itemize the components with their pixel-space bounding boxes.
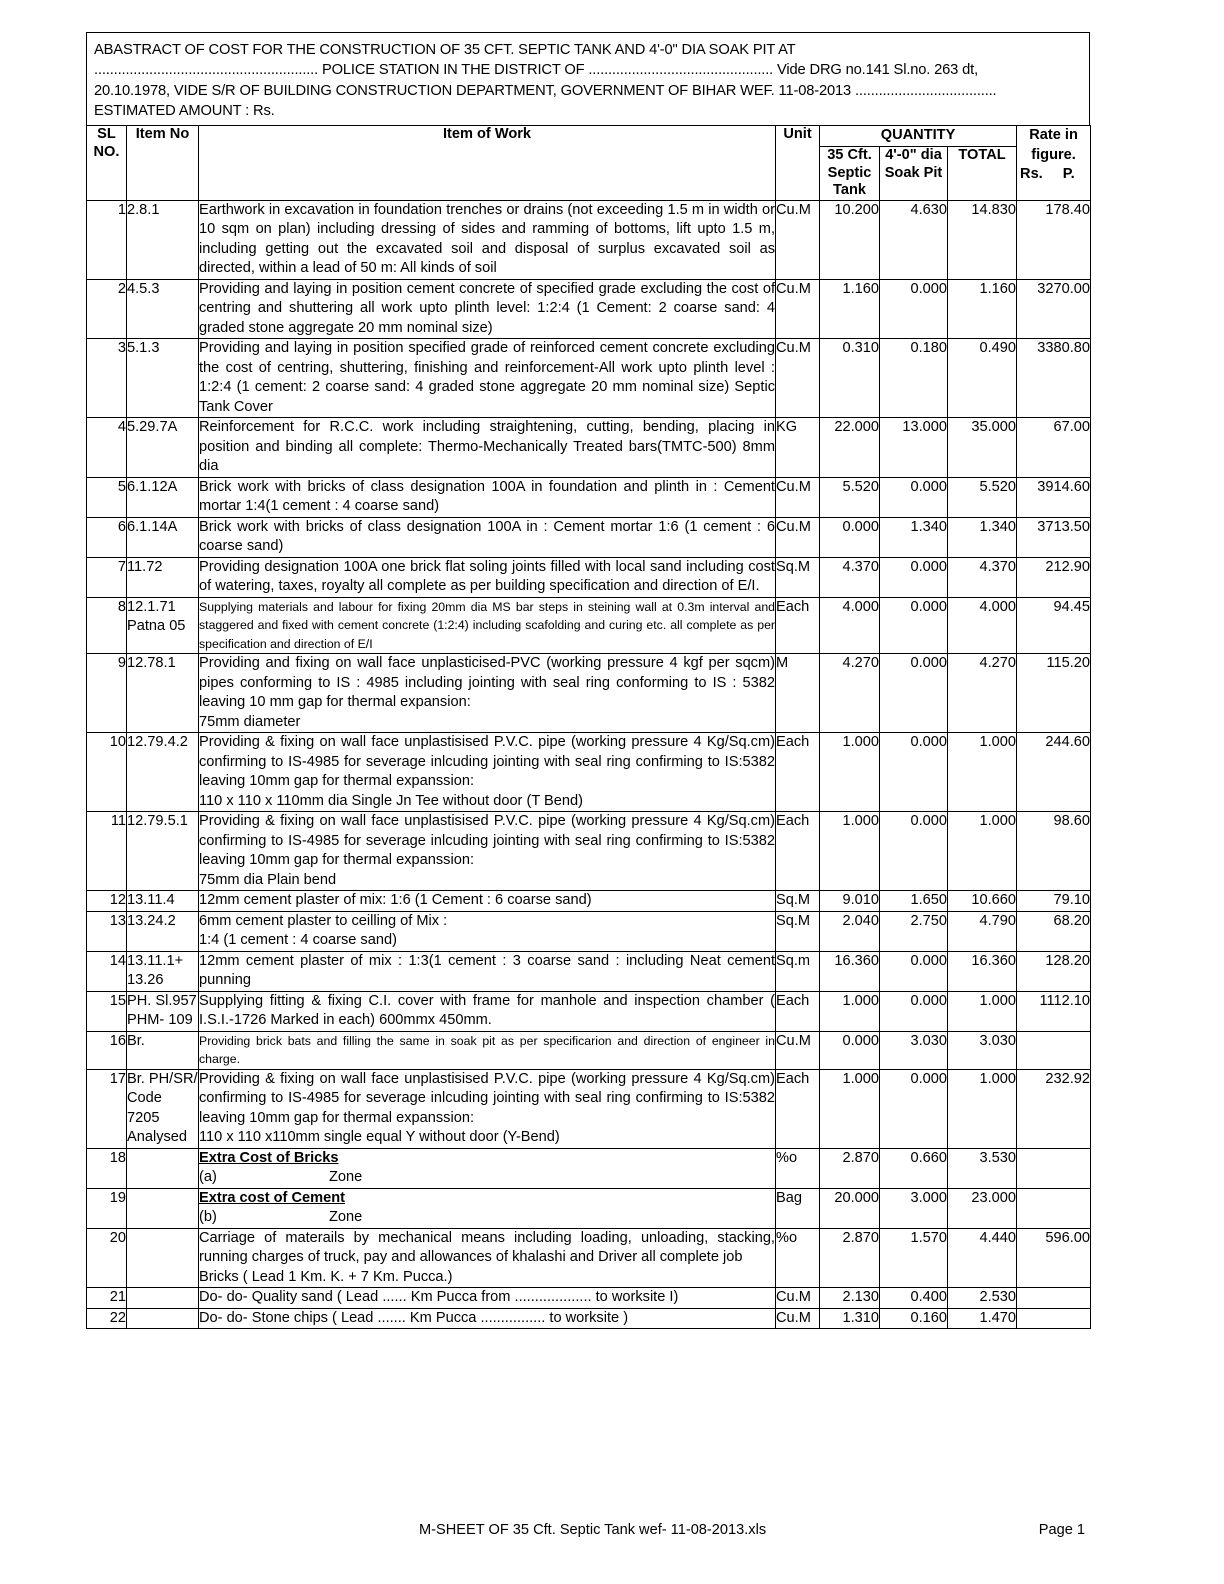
row-qty-soak-pit: 0.000 bbox=[880, 279, 948, 339]
header-sl-no-line2: NO. bbox=[93, 143, 120, 160]
row-qty-soak-pit: 0.000 bbox=[880, 1069, 948, 1148]
row-qty-septic-tank: 0.000 bbox=[820, 517, 880, 557]
row-item-number: 6.1.12A bbox=[127, 477, 199, 517]
row-rate: 79.10 bbox=[1017, 891, 1091, 912]
row-qty-soak-pit: 2.750 bbox=[880, 911, 948, 951]
table-row bbox=[87, 1288, 1091, 1309]
document-title-block bbox=[86, 32, 1090, 125]
row-item-number bbox=[127, 1188, 199, 1228]
row-item-number: Br. bbox=[127, 1031, 199, 1069]
row-qty-septic-tank: 2.040 bbox=[820, 911, 880, 951]
row-qty-septic-tank: 1.000 bbox=[820, 733, 880, 812]
row-item-number: 11.72 bbox=[127, 557, 199, 597]
row-qty-septic-tank: 16.360 bbox=[820, 951, 880, 991]
row-rate: 1112.10 bbox=[1017, 991, 1091, 1031]
row-work-zone-line bbox=[199, 1208, 775, 1228]
row-serial-number: 9 bbox=[87, 654, 127, 733]
row-unit: M bbox=[776, 654, 820, 733]
footer-page-number: Page 1 bbox=[1038, 1522, 1085, 1538]
row-qty-soak-pit: 1.570 bbox=[880, 1228, 948, 1288]
header-qty-total: TOTAL bbox=[948, 147, 1017, 201]
row-work-text: Providing designation 100A one brick flat soling joints filled with local sand including cost of watering, taxes, royalty all complete as per building specification and direction of E/I. bbox=[199, 558, 775, 595]
row-item-of-work bbox=[199, 339, 776, 418]
table-row bbox=[87, 557, 1091, 597]
row-serial-number: 4 bbox=[87, 418, 127, 478]
table-body bbox=[87, 200, 1091, 1329]
row-item-of-work bbox=[199, 891, 776, 912]
row-qty-septic-tank: 1.000 bbox=[820, 991, 880, 1031]
table-row bbox=[87, 1031, 1091, 1069]
header-qty-septic-line3: Tank bbox=[833, 182, 866, 199]
row-serial-number: 12 bbox=[87, 891, 127, 912]
title-line-3: 20.10.1978, VIDE S/R OF BUILDING CONSTRUCTION DEPARTMENT, GOVERNMENT OF BIHAR WEF. 11-08-2013 .................................... bbox=[94, 82, 997, 99]
row-serial-number: 16 bbox=[87, 1031, 127, 1069]
row-qty-total: 1.000 bbox=[948, 991, 1017, 1031]
row-work-title: Extra Cost of Bricks bbox=[199, 1149, 339, 1166]
header-qty-soak-line1: 4'-0" dia bbox=[885, 147, 942, 164]
table-row bbox=[87, 991, 1091, 1031]
row-work-zone-value: Zone bbox=[329, 1209, 363, 1226]
row-item-of-work bbox=[199, 597, 776, 654]
row-item-of-work bbox=[199, 477, 776, 517]
row-qty-septic-tank: 1.160 bbox=[820, 279, 880, 339]
row-rate bbox=[1017, 1308, 1091, 1329]
page-footer bbox=[86, 1522, 1090, 1538]
row-item-of-work bbox=[199, 200, 776, 279]
row-qty-total: 3.030 bbox=[948, 1031, 1017, 1069]
row-unit: Cu.M bbox=[776, 200, 820, 279]
table-row bbox=[87, 1148, 1091, 1188]
row-item-of-work bbox=[199, 951, 776, 991]
row-work-text: Do- do- Quality sand ( Lead ...... Km Pucca from ................... to worksite I) bbox=[199, 1289, 679, 1306]
row-item-of-work bbox=[199, 654, 776, 733]
row-item-of-work bbox=[199, 1148, 776, 1188]
row-rate: 178.40 bbox=[1017, 200, 1091, 279]
header-unit: Unit bbox=[776, 126, 820, 201]
header-item-of-work: Item of Work bbox=[199, 126, 776, 201]
row-unit: Cu.M bbox=[776, 1288, 820, 1309]
row-qty-total: 3.530 bbox=[948, 1148, 1017, 1188]
row-qty-septic-tank: 4.270 bbox=[820, 654, 880, 733]
row-unit: Each bbox=[776, 1069, 820, 1148]
row-unit: Sq.m bbox=[776, 951, 820, 991]
header-rate-line2: figure. bbox=[1031, 146, 1076, 163]
row-work-zone-line bbox=[199, 1168, 775, 1188]
row-work-text: Brick work with bricks of class designation 100A in : Cement mortar 1:6 (1 cement : 6 coarse sand) bbox=[199, 518, 775, 555]
row-item-of-work bbox=[199, 911, 776, 951]
header-qty-soak-line2: Soak Pit bbox=[884, 164, 943, 181]
row-item-of-work bbox=[199, 517, 776, 557]
row-qty-total: 10.660 bbox=[948, 891, 1017, 912]
header-qty-soak-pit bbox=[880, 147, 948, 201]
row-work-text: Earthwork in excavation in foundation trenches or drains (not exceeding 1.5 m in width or 10 sqm on plan) including dressing of sides and ramming of bottoms, lift upto 1.5 m, including getting out the excavated soil and disposal of surplus excavated soil as directed, within a lead of 50 m: All kinds of soil bbox=[199, 201, 775, 277]
row-work-zone-label: (b) bbox=[199, 1209, 217, 1226]
row-work-subtext: 110 x 110 x 110mm dia Single Jn Tee without door (T Bend) bbox=[199, 792, 583, 809]
row-item-of-work bbox=[199, 1228, 776, 1288]
row-qty-soak-pit: 0.180 bbox=[880, 339, 948, 418]
row-work-text: Carriage of materails by mechanical means including loading, unloading, stacking, running charges of truck, pay and allowances of khalashi and Driver all complete job bbox=[199, 1229, 775, 1266]
row-rate: 67.00 bbox=[1017, 418, 1091, 478]
row-serial-number: 11 bbox=[87, 812, 127, 891]
row-work-text: Providing & fixing on wall face unplastisised P.V.C. pipe (working pressure 4 Kg/Sq.cm) confirming to IS-4985 for severage inlcuding jointing with seal ring confirming to IS:5382 leaving 10mm gap for thermal expanssion: bbox=[199, 1070, 775, 1126]
header-quantity-group: QUANTITY bbox=[820, 126, 1017, 147]
row-qty-total: 35.000 bbox=[948, 418, 1017, 478]
row-qty-soak-pit: 0.000 bbox=[880, 557, 948, 597]
row-qty-septic-tank: 5.520 bbox=[820, 477, 880, 517]
row-item-number: 12.1.71 Patna 05 bbox=[127, 597, 199, 654]
row-item-number: 5.29.7A bbox=[127, 418, 199, 478]
row-unit: Each bbox=[776, 733, 820, 812]
row-unit: Cu.M bbox=[776, 477, 820, 517]
row-qty-soak-pit: 0.000 bbox=[880, 477, 948, 517]
row-qty-septic-tank: 20.000 bbox=[820, 1188, 880, 1228]
row-qty-soak-pit: 0.000 bbox=[880, 733, 948, 812]
row-serial-number: 8 bbox=[87, 597, 127, 654]
row-work-text: Providing brick bats and filling the same in soak pit as per specificarion and direction of engineer in charge. bbox=[199, 1033, 775, 1067]
row-qty-soak-pit: 3.000 bbox=[880, 1188, 948, 1228]
cost-abstract-table bbox=[86, 125, 1091, 1329]
row-rate bbox=[1017, 1031, 1091, 1069]
row-item-number bbox=[127, 1308, 199, 1329]
row-rate: 3380.80 bbox=[1017, 339, 1091, 418]
row-item-number: 12.78.1 bbox=[127, 654, 199, 733]
row-work-subtext: 75mm diameter bbox=[199, 713, 301, 730]
row-rate: 94.45 bbox=[1017, 597, 1091, 654]
row-unit: Each bbox=[776, 597, 820, 654]
row-qty-soak-pit: 1.650 bbox=[880, 891, 948, 912]
row-serial-number: 13 bbox=[87, 911, 127, 951]
cost-abstract-sheet bbox=[86, 32, 1090, 1329]
row-rate: 232.92 bbox=[1017, 1069, 1091, 1148]
header-qty-septic-tank bbox=[820, 147, 880, 201]
row-rate: 3270.00 bbox=[1017, 279, 1091, 339]
row-item-number: 13.11.4 bbox=[127, 891, 199, 912]
row-work-zone-label: (a) bbox=[199, 1169, 217, 1186]
row-item-of-work bbox=[199, 1069, 776, 1148]
row-item-number: Br. PH/SR/ Code 7205 Analysed bbox=[127, 1069, 199, 1148]
row-qty-total: 1.160 bbox=[948, 279, 1017, 339]
row-work-text: Supplying materials and labour for fixing 20mm dia MS bar steps in steining wall at 0.3m interval and staggered and fixed with cement concrete (1:2:4) including scafolding and curing etc. all complete as per specification and direction of E/I bbox=[199, 599, 775, 651]
row-work-text: Providing and fixing on wall face unplasticised-PVC (working pressure 4 kgf per sqcm) pipes conforming to IS : 4985 including jointing with seal ring conforming to IS : 5382 leaving 10 mm gap for thermal expansion: bbox=[199, 655, 775, 711]
row-work-title: Extra cost of Cement bbox=[199, 1189, 345, 1206]
row-unit: Cu.M bbox=[776, 1308, 820, 1329]
row-item-of-work bbox=[199, 991, 776, 1031]
row-rate: 115.20 bbox=[1017, 654, 1091, 733]
row-qty-soak-pit: 0.160 bbox=[880, 1308, 948, 1329]
row-qty-total: 14.830 bbox=[948, 200, 1017, 279]
row-item-number bbox=[127, 1228, 199, 1288]
row-unit: Cu.M bbox=[776, 517, 820, 557]
row-qty-septic-tank: 0.310 bbox=[820, 339, 880, 418]
row-serial-number: 22 bbox=[87, 1308, 127, 1329]
row-qty-total: 1.000 bbox=[948, 1069, 1017, 1148]
row-rate bbox=[1017, 1148, 1091, 1188]
title-line-4: ESTIMATED AMOUNT : Rs. bbox=[94, 102, 275, 119]
row-rate: 3713.50 bbox=[1017, 517, 1091, 557]
row-serial-number: 20 bbox=[87, 1228, 127, 1288]
row-item-of-work bbox=[199, 418, 776, 478]
row-qty-soak-pit: 13.000 bbox=[880, 418, 948, 478]
row-work-subtext: 1:4 (1 cement : 4 coarse sand) bbox=[199, 932, 397, 949]
row-qty-septic-tank: 0.000 bbox=[820, 1031, 880, 1069]
row-item-of-work bbox=[199, 279, 776, 339]
row-serial-number: 2 bbox=[87, 279, 127, 339]
row-qty-septic-tank: 9.010 bbox=[820, 891, 880, 912]
row-work-text: Providing and laying in position specified grade of reinforced cement concrete excluding the cost of centring, shuttering, finishing and reinforcement-All work upto plinth level : 1:2:4 (1 cement: 2 coarse sand: 4 graded stone aggregate 20 mm nominal size) Septic Tank Cover bbox=[199, 340, 775, 415]
row-work-subtext: 75mm dia Plain bend bbox=[199, 871, 337, 888]
table-row bbox=[87, 477, 1091, 517]
row-rate: 212.90 bbox=[1017, 557, 1091, 597]
row-qty-soak-pit: 0.000 bbox=[880, 812, 948, 891]
table-row bbox=[87, 812, 1091, 891]
row-qty-soak-pit: 0.000 bbox=[880, 597, 948, 654]
footer-filename: M-SHEET OF 35 Cft. Septic Tank wef- 11-08-2013.xls bbox=[419, 1522, 767, 1538]
row-item-of-work bbox=[199, 557, 776, 597]
header-rate-paise: P. bbox=[1062, 166, 1075, 183]
row-qty-septic-tank: 2.870 bbox=[820, 1228, 880, 1288]
row-qty-total: 1.000 bbox=[948, 812, 1017, 891]
row-work-text: Providing & fixing on wall face unplastisised P.V.C. pipe (working pressure 4 Kg/Sq.cm) confirming to IS-4985 for severage inlcuding jointing with seal ring confirming to IS:5382 leaving 10mm gap for thermal expanssion: bbox=[199, 813, 775, 869]
table-row bbox=[87, 200, 1091, 279]
row-item-number: 2.8.1 bbox=[127, 200, 199, 279]
row-serial-number: 1 bbox=[87, 200, 127, 279]
row-rate bbox=[1017, 1188, 1091, 1228]
row-qty-total: 4.270 bbox=[948, 654, 1017, 733]
row-serial-number: 7 bbox=[87, 557, 127, 597]
row-qty-soak-pit: 0.000 bbox=[880, 951, 948, 991]
table-row bbox=[87, 418, 1091, 478]
row-unit: Cu.M bbox=[776, 1031, 820, 1069]
row-work-text: Supplying fitting & fixing C.I. cover with frame for manhole and inspection chamber ( I.S.I.-1726 Marked in each) 600mmx 450mm. bbox=[199, 992, 775, 1029]
row-unit: Cu.M bbox=[776, 279, 820, 339]
table-row bbox=[87, 279, 1091, 339]
header-item-no: Item No bbox=[127, 126, 199, 201]
row-work-subtext: 110 x 110 x110mm single equal Y without door (Y-Bend) bbox=[199, 1129, 560, 1146]
row-work-text: 12mm cement plaster of mix : 1:3(1 cement : 3 coarse sand : including Neat cement punning bbox=[199, 952, 775, 989]
row-work-text: Providing and laying in position cement concrete of specified grade excluding the cost of centring and shuttering all work upto plinth level: 1:2:4 (1 Cement: 2 coarse sand: 4 graded stone aggregate 20 mm nominal size) bbox=[199, 280, 775, 336]
table-row bbox=[87, 517, 1091, 557]
row-qty-total: 4.000 bbox=[948, 597, 1017, 654]
row-qty-total: 4.790 bbox=[948, 911, 1017, 951]
row-qty-soak-pit: 3.030 bbox=[880, 1031, 948, 1069]
row-item-number: PH. Sl.957 PHM- 109 bbox=[127, 991, 199, 1031]
row-item-of-work bbox=[199, 1031, 776, 1069]
header-rate-rs: Rs. bbox=[1020, 166, 1043, 183]
title-line-2: ......................................................... POLICE STATION IN THE DISTRICT OF ............................................... Vide DRG no.141 Sl.no. 263 dt, bbox=[94, 62, 979, 79]
row-unit: Sq.M bbox=[776, 557, 820, 597]
row-qty-total: 0.490 bbox=[948, 339, 1017, 418]
row-qty-total: 4.440 bbox=[948, 1228, 1017, 1288]
row-qty-total: 1.340 bbox=[948, 517, 1017, 557]
row-qty-septic-tank: 2.130 bbox=[820, 1288, 880, 1309]
row-serial-number: 15 bbox=[87, 991, 127, 1031]
row-work-subtext: Bricks ( Lead 1 Km. K. + 7 Km. Pucca.) bbox=[199, 1268, 453, 1285]
row-qty-total: 1.470 bbox=[948, 1308, 1017, 1329]
row-qty-total: 2.530 bbox=[948, 1288, 1017, 1309]
header-rate-line1: Rate in bbox=[1029, 127, 1078, 144]
header-sl-no bbox=[87, 126, 127, 201]
row-qty-septic-tank: 4.000 bbox=[820, 597, 880, 654]
row-serial-number: 19 bbox=[87, 1188, 127, 1228]
row-work-text: 6mm cement plaster to ceilling of Mix : bbox=[199, 912, 448, 929]
row-qty-soak-pit: 0.400 bbox=[880, 1288, 948, 1309]
table-row bbox=[87, 597, 1091, 654]
row-rate: 128.20 bbox=[1017, 951, 1091, 991]
row-work-text: Providing & fixing on wall face unplastisised P.V.C. pipe (working pressure 4 Kg/Sq.cm) confirming to IS-4985 for severage inlcuding jointing with seal ring confirming to IS:5382 leaving 10mm gap for thermal expanssion: bbox=[199, 734, 775, 790]
table-row bbox=[87, 733, 1091, 812]
row-qty-soak-pit: 0.000 bbox=[880, 991, 948, 1031]
header-qty-septic-line2: Septic bbox=[827, 164, 872, 181]
row-rate bbox=[1017, 1288, 1091, 1309]
row-unit: Sq.M bbox=[776, 911, 820, 951]
row-unit: Cu.M bbox=[776, 339, 820, 418]
row-work-text: Do- do- Stone chips ( Lead ....... Km Pucca ................ to worksite ) bbox=[199, 1309, 629, 1326]
row-item-number: 4.5.3 bbox=[127, 279, 199, 339]
row-qty-total: 16.360 bbox=[948, 951, 1017, 991]
row-qty-soak-pit: 1.340 bbox=[880, 517, 948, 557]
title-line-1: ABASTRACT OF COST FOR THE CONSTRUCTION OF 35 CFT. SEPTIC TANK AND 4'-0" DIA SOAK PIT AT bbox=[94, 42, 796, 58]
row-qty-septic-tank: 1.000 bbox=[820, 812, 880, 891]
row-unit: Bag bbox=[776, 1188, 820, 1228]
row-work-zone-value: Zone bbox=[329, 1169, 363, 1186]
row-qty-septic-tank: 1.000 bbox=[820, 1069, 880, 1148]
row-item-of-work bbox=[199, 812, 776, 891]
row-unit: Each bbox=[776, 991, 820, 1031]
row-serial-number: 6 bbox=[87, 517, 127, 557]
row-qty-septic-tank: 2.870 bbox=[820, 1148, 880, 1188]
row-qty-septic-tank: 1.310 bbox=[820, 1308, 880, 1329]
row-qty-total: 1.000 bbox=[948, 733, 1017, 812]
row-item-number: 5.1.3 bbox=[127, 339, 199, 418]
row-rate: 596.00 bbox=[1017, 1228, 1091, 1288]
row-item-number: 12.79.5.1 bbox=[127, 812, 199, 891]
row-item-number: 13.24.2 bbox=[127, 911, 199, 951]
table-row bbox=[87, 1308, 1091, 1329]
table-row bbox=[87, 1228, 1091, 1288]
row-qty-septic-tank: 10.200 bbox=[820, 200, 880, 279]
row-serial-number: 17 bbox=[87, 1069, 127, 1148]
row-qty-soak-pit: 0.660 bbox=[880, 1148, 948, 1188]
row-rate: 98.60 bbox=[1017, 812, 1091, 891]
row-serial-number: 18 bbox=[87, 1148, 127, 1188]
row-item-number bbox=[127, 1288, 199, 1309]
row-item-number: 12.79.4.2 bbox=[127, 733, 199, 812]
table-row bbox=[87, 1069, 1091, 1148]
row-unit: KG bbox=[776, 418, 820, 478]
row-unit: Each bbox=[776, 812, 820, 891]
row-item-of-work bbox=[199, 733, 776, 812]
row-serial-number: 5 bbox=[87, 477, 127, 517]
table-row bbox=[87, 891, 1091, 912]
table-header bbox=[87, 126, 1091, 201]
row-qty-soak-pit: 4.630 bbox=[880, 200, 948, 279]
header-sl-no-line1: SL bbox=[97, 126, 116, 143]
row-serial-number: 10 bbox=[87, 733, 127, 812]
table-row bbox=[87, 1188, 1091, 1228]
row-item-number: 13.11.1+ 13.26 bbox=[127, 951, 199, 991]
row-item-of-work bbox=[199, 1308, 776, 1329]
row-work-text: 12mm cement plaster of mix: 1:6 (1 Cement : 6 coarse sand) bbox=[199, 892, 592, 909]
row-work-text: Reinforcement for R.C.C. work including straightening, cutting, bending, placing in position and binding all complete: Thermo-Mechanically Treated bars(TMTC-500) 8mm dia bbox=[199, 419, 775, 475]
row-unit: %o bbox=[776, 1228, 820, 1288]
header-qty-septic-line1: 35 Cft. bbox=[827, 147, 872, 164]
row-unit: %o bbox=[776, 1148, 820, 1188]
table-row bbox=[87, 911, 1091, 951]
row-item-of-work bbox=[199, 1188, 776, 1228]
row-serial-number: 14 bbox=[87, 951, 127, 991]
row-qty-total: 4.370 bbox=[948, 557, 1017, 597]
row-rate: 3914.60 bbox=[1017, 477, 1091, 517]
row-qty-septic-tank: 22.000 bbox=[820, 418, 880, 478]
row-work-text: Brick work with bricks of class designation 100A in foundation and plinth in : Cement mortar 1:4(1 cement : 4 coarse sand) bbox=[199, 478, 775, 515]
header-rate bbox=[1017, 126, 1091, 201]
row-qty-septic-tank: 4.370 bbox=[820, 557, 880, 597]
row-qty-soak-pit: 0.000 bbox=[880, 654, 948, 733]
row-unit: Sq.M bbox=[776, 891, 820, 912]
row-rate: 244.60 bbox=[1017, 733, 1091, 812]
row-rate: 68.20 bbox=[1017, 911, 1091, 951]
row-serial-number: 21 bbox=[87, 1288, 127, 1309]
row-item-number: 6.1.14A bbox=[127, 517, 199, 557]
table-row bbox=[87, 654, 1091, 733]
row-qty-total: 23.000 bbox=[948, 1188, 1017, 1228]
row-item-of-work bbox=[199, 1288, 776, 1309]
row-qty-total: 5.520 bbox=[948, 477, 1017, 517]
table-row bbox=[87, 339, 1091, 418]
table-row bbox=[87, 951, 1091, 991]
row-serial-number: 3 bbox=[87, 339, 127, 418]
row-item-number bbox=[127, 1148, 199, 1188]
